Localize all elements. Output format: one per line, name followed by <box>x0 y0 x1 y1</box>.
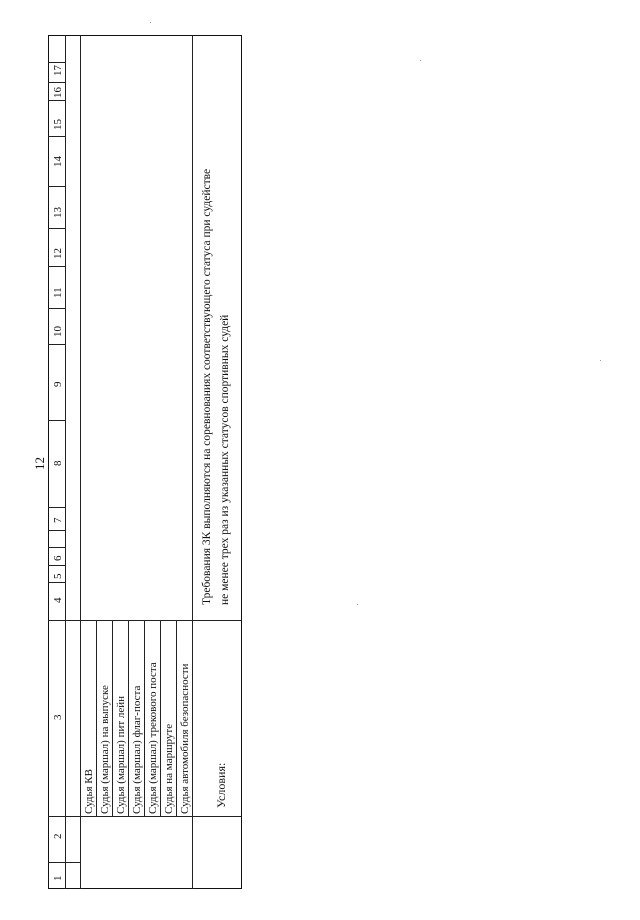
requirements-line-2: не менее трех раз из указанных статусов спортивных судей <box>219 314 231 605</box>
row-label-judge-start: Судья (маршал) на выпуске <box>99 685 111 814</box>
header-col-15: 15 <box>52 119 64 130</box>
page-number: 12 <box>32 457 47 470</box>
header-col-10: 10 <box>52 326 64 337</box>
header-col-1: 1 <box>52 875 64 881</box>
header-col-11: 11 <box>52 287 64 298</box>
header-col-17: 17 <box>52 65 64 76</box>
header-col-3: 3 <box>52 714 64 720</box>
conditions-label: Условия: <box>214 762 228 808</box>
header-col-12: 12 <box>52 248 64 259</box>
header-col-8: 8 <box>52 460 64 466</box>
header-col-16: 16 <box>52 87 64 98</box>
row-label-judge-safety-car: Судья автомобиля безопасности <box>179 663 191 814</box>
header-col-7: 7 <box>52 517 64 523</box>
header-col-13: 13 <box>52 207 64 218</box>
header-col-4: 4 <box>52 597 64 603</box>
header-col-14: 14 <box>52 156 64 167</box>
requirements-line-1: Требования 3К выполняются на соревнованиях соответствующего статуса при судействе <box>201 168 213 605</box>
header-col-5: 5 <box>52 573 64 579</box>
row-label-judge-track-post: Судья (маршал) трекового поста <box>147 662 159 814</box>
header-col-9: 9 <box>52 381 64 387</box>
header-col-2: 2 <box>52 833 64 839</box>
row-label-judge-pit-lane: Судья (маршал) пит лейн <box>115 695 127 814</box>
row-label-judge-flag-post: Судья (маршал) флаг-поста <box>131 685 143 814</box>
row-label-judge-kv: Судья КВ <box>83 769 95 814</box>
row-label-judge-route: Судья на маршруте <box>163 723 175 814</box>
header-col-6: 6 <box>52 555 64 561</box>
